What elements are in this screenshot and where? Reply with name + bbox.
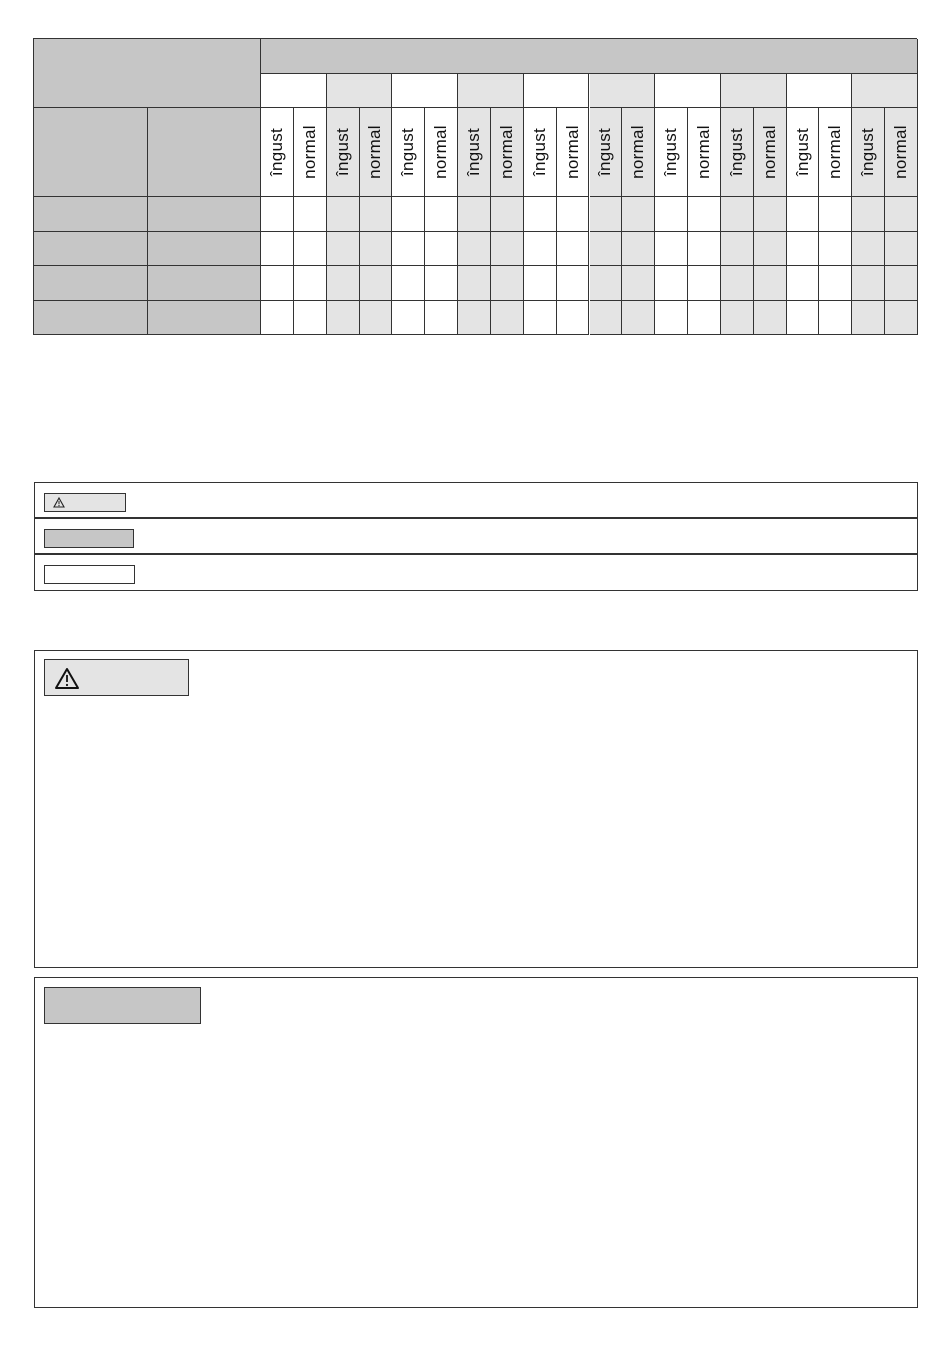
column-subheader-label: normal xyxy=(496,125,516,179)
row-label-secondary xyxy=(148,232,261,267)
column-pair-header xyxy=(524,74,590,108)
column-subheader-label: îngust xyxy=(464,127,484,177)
table-cell xyxy=(655,197,688,232)
table-cell xyxy=(688,232,721,267)
table-cell xyxy=(458,266,491,301)
table-cell xyxy=(819,301,852,336)
table-cell xyxy=(557,232,590,267)
table-cell xyxy=(524,266,557,301)
table-cell xyxy=(392,197,425,232)
row-label-secondary xyxy=(148,301,261,336)
table-cell xyxy=(655,232,688,267)
table-row-header-1 xyxy=(34,108,148,197)
column-subheader-normal xyxy=(557,108,590,197)
table-cell xyxy=(688,266,721,301)
column-subheader-label: normal xyxy=(562,125,582,179)
column-subheader-normal xyxy=(688,108,721,197)
table-cell xyxy=(852,266,885,301)
legend-swatch-light xyxy=(44,493,126,512)
column-subheader-normal xyxy=(360,108,393,197)
table-cell xyxy=(787,197,820,232)
legend-swatch-dark xyxy=(44,529,134,548)
warning-triangle-icon xyxy=(53,497,65,508)
column-subheader-ingust xyxy=(787,108,820,197)
table-cell xyxy=(491,266,524,301)
warning-box xyxy=(34,650,918,968)
column-subheader-ingust xyxy=(327,108,360,197)
row-label-primary xyxy=(34,232,148,267)
column-pair-header xyxy=(261,74,327,108)
column-subheader-ingust xyxy=(261,108,294,197)
column-subheader-label: normal xyxy=(365,125,385,179)
table-cell xyxy=(261,301,294,336)
table-cell xyxy=(754,197,787,232)
table-cell xyxy=(360,197,393,232)
table-cell xyxy=(590,301,623,336)
table-cell xyxy=(622,197,655,232)
legend-row-light xyxy=(34,482,918,518)
column-subheader-label: normal xyxy=(759,125,779,179)
column-subheader-ingust xyxy=(655,108,688,197)
table-cell xyxy=(754,301,787,336)
column-subheader-label: îngust xyxy=(332,127,352,177)
column-subheader-ingust xyxy=(721,108,754,197)
table-cell xyxy=(524,232,557,267)
column-subheader-label: normal xyxy=(825,125,845,179)
row-label-primary xyxy=(34,266,148,301)
column-subheader-normal xyxy=(622,108,655,197)
legend-row-dark xyxy=(34,518,918,554)
table-cell xyxy=(787,232,820,267)
table-cell xyxy=(425,197,458,232)
column-subheader-label: îngust xyxy=(858,127,878,177)
table-cell xyxy=(557,197,590,232)
table-cell xyxy=(327,266,360,301)
column-pair-header xyxy=(655,74,721,108)
table-cell xyxy=(491,301,524,336)
column-pair-header xyxy=(590,74,656,108)
column-subheader-label: îngust xyxy=(266,127,286,177)
column-subheader-label: îngust xyxy=(726,127,746,177)
table-cell xyxy=(655,301,688,336)
table-cell xyxy=(819,232,852,267)
column-pair-header xyxy=(852,74,918,108)
column-subheader-label: normal xyxy=(299,125,319,179)
table-cell xyxy=(688,301,721,336)
table-cell xyxy=(294,232,327,267)
row-label-secondary xyxy=(148,266,261,301)
table-cell xyxy=(392,232,425,267)
column-pair-header xyxy=(392,74,458,108)
table-cell xyxy=(852,232,885,267)
table-cell xyxy=(688,197,721,232)
table-cell xyxy=(524,197,557,232)
table-cell xyxy=(852,301,885,336)
table-cell xyxy=(327,197,360,232)
warning-triangle-icon xyxy=(54,667,80,690)
table-cell xyxy=(458,197,491,232)
column-pair-header xyxy=(327,74,393,108)
table-cell xyxy=(425,301,458,336)
table-cell xyxy=(754,266,787,301)
table-cell xyxy=(819,266,852,301)
table-cell xyxy=(327,301,360,336)
note-tag xyxy=(44,987,201,1024)
table-cell xyxy=(622,266,655,301)
table-cell xyxy=(327,232,360,267)
table-cell xyxy=(294,266,327,301)
table-cell xyxy=(885,266,918,301)
table-cell xyxy=(261,232,294,267)
row-label-secondary xyxy=(148,197,261,232)
table-cell xyxy=(360,301,393,336)
table-cell xyxy=(721,197,754,232)
table-cell xyxy=(590,232,623,267)
column-subheader-normal xyxy=(885,108,918,197)
warning-tag xyxy=(44,659,189,696)
column-subheader-label: normal xyxy=(431,125,451,179)
table-cell xyxy=(458,301,491,336)
table-cell xyxy=(885,197,918,232)
table-cell xyxy=(787,301,820,336)
note-box xyxy=(34,977,918,1308)
table-cell xyxy=(261,266,294,301)
column-subheader-label: normal xyxy=(628,125,648,179)
column-subheader-ingust xyxy=(524,108,557,197)
column-subheader-normal xyxy=(819,108,852,197)
table-cell xyxy=(491,232,524,267)
table-cell xyxy=(852,197,885,232)
column-subheader-normal xyxy=(425,108,458,197)
table-cell xyxy=(491,197,524,232)
table-cell xyxy=(524,301,557,336)
table-cell xyxy=(721,266,754,301)
table-cell xyxy=(557,301,590,336)
legend-row-white xyxy=(34,554,918,591)
table-cell xyxy=(294,301,327,336)
table-cell xyxy=(622,301,655,336)
column-subheader-label: normal xyxy=(693,125,713,179)
table-corner-header xyxy=(34,39,261,108)
table-cell xyxy=(622,232,655,267)
table-cell xyxy=(590,197,623,232)
column-subheader-normal xyxy=(491,108,524,197)
column-subheader-label: îngust xyxy=(529,127,549,177)
table-cell xyxy=(885,301,918,336)
table-cell xyxy=(392,301,425,336)
column-subheader-ingust xyxy=(392,108,425,197)
table-cell xyxy=(458,232,491,267)
table-cell xyxy=(392,266,425,301)
table-group-header xyxy=(261,39,918,74)
column-subheader-label: îngust xyxy=(661,127,681,177)
column-subheader-label: îngust xyxy=(595,127,615,177)
table-cell xyxy=(425,232,458,267)
column-subheader-ingust xyxy=(852,108,885,197)
table-cell xyxy=(557,266,590,301)
column-subheader-ingust xyxy=(590,108,623,197)
column-subheader-normal xyxy=(294,108,327,197)
column-pair-header xyxy=(458,74,524,108)
table-cell xyxy=(590,266,623,301)
column-subheader-label: normal xyxy=(891,125,911,179)
column-subheader-ingust xyxy=(458,108,491,197)
table-cell xyxy=(754,232,787,267)
row-label-primary xyxy=(34,197,148,232)
table-cell xyxy=(721,301,754,336)
column-pair-header xyxy=(787,74,853,108)
table-cell xyxy=(360,232,393,267)
table-row-header-2 xyxy=(148,108,261,197)
legend-swatch-white xyxy=(44,565,135,584)
table-cell xyxy=(425,266,458,301)
column-subheader-label: îngust xyxy=(792,127,812,177)
table-cell xyxy=(787,266,820,301)
table-cell xyxy=(721,232,754,267)
column-pair-header xyxy=(721,74,787,108)
table-cell xyxy=(819,197,852,232)
table-cell xyxy=(655,266,688,301)
table-cell xyxy=(360,266,393,301)
column-subheader-label: îngust xyxy=(398,127,418,177)
selection-table xyxy=(33,38,917,335)
table-cell xyxy=(261,197,294,232)
row-label-primary xyxy=(34,301,148,336)
table-cell xyxy=(885,232,918,267)
table-cell xyxy=(294,197,327,232)
column-subheader-normal xyxy=(754,108,787,197)
